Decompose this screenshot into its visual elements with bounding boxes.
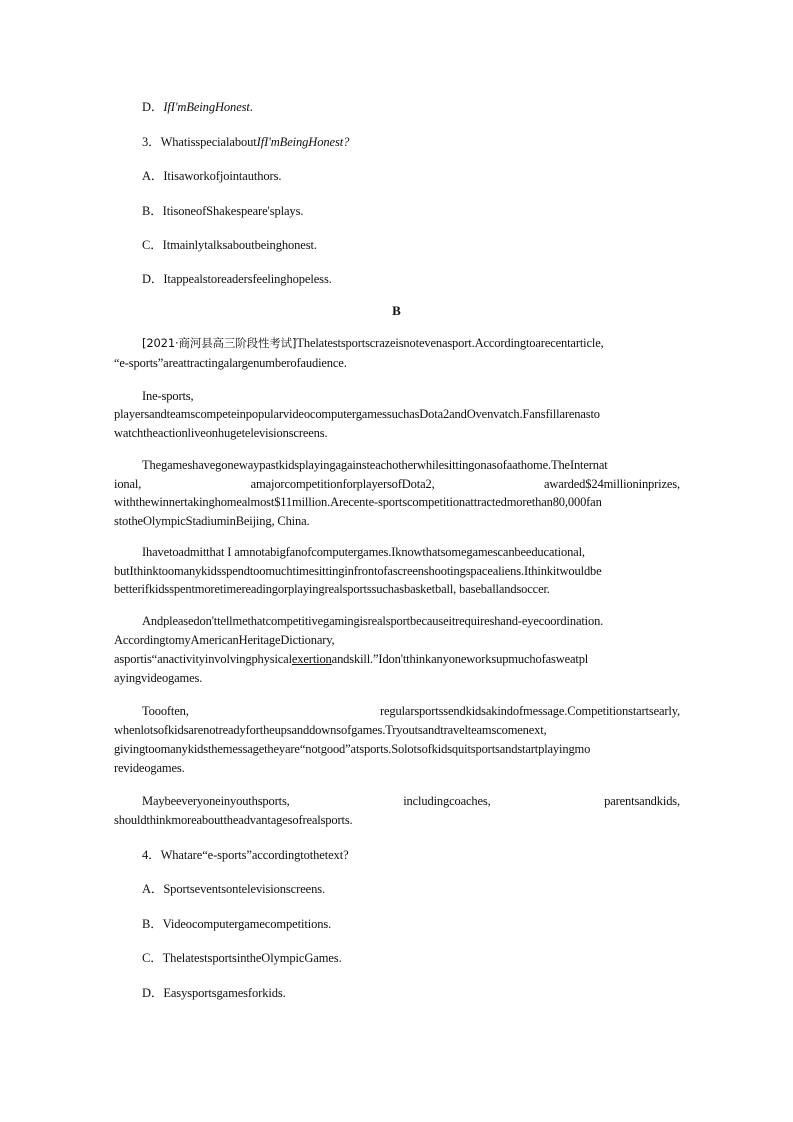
- underlined-word: exertion: [291, 652, 332, 666]
- section-heading: B: [392, 303, 401, 318]
- q3-option-c: [142, 235, 317, 253]
- passage-line: Ine-sports,: [142, 389, 194, 403]
- passage-line: stotheOlympicStadiuminBeijing, China.: [114, 514, 310, 528]
- passage-line: withthewinnertakinghomealmost$11million.Arecente-sportscompetitionattractedmorethan80,000fan: [114, 495, 602, 509]
- passage-line: ayingvideogames.: [114, 671, 203, 685]
- passage-line: givingtoomanykidsthemessagetheyare“notgood”atsports.Solotsofkidsquitsportsandstartplayingmo: [114, 742, 591, 756]
- passage-line: revideogames.: [114, 761, 185, 775]
- passage-line: [142, 704, 680, 719]
- question-title: IfI'mBeingHonest?: [256, 135, 350, 149]
- passage-line: Andpleasedon'ttellmethatcompetitivegamingisrealsportbecauseitrequireshand-eyecoordination.: [142, 614, 604, 628]
- passage-text: Maybeeveryoneinyouthsports,: [142, 794, 290, 808]
- q3-option-a: [142, 166, 281, 184]
- option-label: C．: [142, 238, 163, 252]
- option-text: Easysportsgamesforkids.: [163, 986, 286, 1000]
- question-4: [142, 845, 349, 863]
- option-label: A．: [142, 169, 164, 183]
- q4-option-c: [142, 948, 342, 966]
- passage-line: playersandteamscompeteinpopularvideocomputergamessuchasDota2andOvenvatch.Fansfillarenasto: [114, 407, 600, 421]
- passage-line: watchtheactionliveonhugetelevisionscreens.: [114, 426, 328, 440]
- passage-line: [114, 477, 680, 492]
- option-text: IfI'mBeingHonest: [163, 100, 250, 114]
- option-text: Itappealstoreadersfeelinghopeless.: [163, 272, 332, 286]
- option-label: B．: [142, 204, 163, 218]
- option-text: ThelatestsportsintheOlympicGames.: [162, 951, 342, 965]
- passage-text: ional,: [114, 477, 142, 491]
- passage-text: Thelatestsportscrazeisnotevenasport.Accordingtoarecentarticle,: [296, 336, 604, 350]
- option-text: Sportseventsontelevisionscreens.: [163, 882, 326, 896]
- option-text: Itmainlytalksaboutbeinghonest.: [162, 238, 317, 252]
- option-text: Itisaworkofjointauthors.: [163, 169, 282, 183]
- q4-option-a: [142, 879, 325, 897]
- option-label: A．: [142, 882, 164, 896]
- passage-line: Ihavetoadmitthat I amnotabigfanofcomputergames.Iknowthatsomegamescanbeeducational,: [142, 545, 585, 559]
- passage-line: betterifkidsspentmoretimereadingorplayingrealsportssuchasbasketball, baseballandsoccer.: [114, 582, 550, 596]
- passage-text: amajorcompetitionforplayersofDota2,: [250, 477, 435, 491]
- q4-option-b: [142, 914, 331, 932]
- passage-line: whenlotsofkidsarenotreadyfortheupsanddownsofgames.Tryoutsandtravelteamscomenext,: [114, 723, 547, 737]
- question-text: Whatare“e-sports”accordingtothetext?: [160, 848, 349, 862]
- passage-line: AccordingtomyAmericanHeritageDictionary,: [114, 633, 335, 647]
- q2-option-d: [142, 97, 253, 115]
- option-text: Videocomputergamecompetitions.: [162, 917, 332, 931]
- option-end: .: [249, 100, 253, 114]
- passage-line: [142, 335, 680, 351]
- passage-text: awarded$24millioninprizes,: [543, 477, 680, 491]
- option-label: D．: [142, 986, 164, 1000]
- passage-text: parentsandkids,: [604, 794, 680, 808]
- option-text: ItisoneofShakespeare'splays.: [162, 204, 304, 218]
- passage-text: andskill.”Idon'tthinkanyoneworksupmuchofasweatpl: [331, 652, 589, 666]
- q3-option-b: [142, 201, 303, 219]
- question-number: 3．: [142, 135, 161, 149]
- passage-line: shouldthinkmoreabouttheadvantagesofrealsports.: [114, 813, 353, 827]
- passage-text: includingcoaches,: [403, 794, 491, 808]
- question-number: 4．: [142, 848, 161, 862]
- option-label: B．: [142, 917, 163, 931]
- option-label: C．: [142, 951, 163, 965]
- q4-option-d: [142, 983, 286, 1001]
- passage-line: “e-sports”areattractingalargenumberofaudience.: [114, 356, 347, 370]
- source-tag: [2021·商河县高三阶段性考试]: [142, 336, 297, 350]
- q3-option-d: [142, 269, 332, 287]
- passage-text: regularsportssendkidsakindofmessage.Competitionstartsearly,: [380, 704, 680, 718]
- passage-text: asportis“anactivityinvolvingphysical: [114, 652, 292, 666]
- passage-line: Thegameshavegonewaypastkidsplayingagainsteachotherwhilesittingonasofaathome.TheInternat: [142, 458, 608, 472]
- passage-line: butIthinktoomanykidsspendtoomuchtimesittinginfrontofascreenshootingspacealiens.Ithinkitwouldbe: [114, 564, 602, 578]
- passage-line: [142, 794, 680, 809]
- option-label: D．: [142, 272, 164, 286]
- option-label: D．: [142, 100, 164, 114]
- question-3: [142, 132, 349, 150]
- passage-line: [114, 652, 680, 667]
- question-text: Whatisspecialabout: [160, 135, 257, 149]
- passage-text: Toooften,: [142, 704, 189, 718]
